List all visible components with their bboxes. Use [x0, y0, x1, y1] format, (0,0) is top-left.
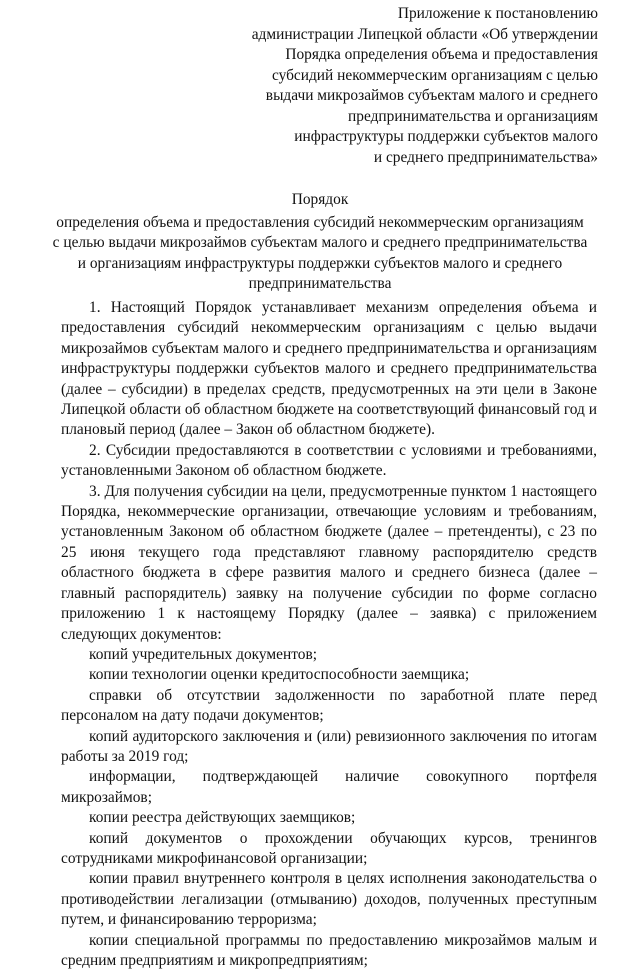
title-line: и организациям инфраструктуры поддержки субъектов малого и среднего [77, 254, 563, 272]
appendix-line: субсидий некоммерческим организациям с целью [271, 66, 598, 84]
appendix-line: администрации Липецкой области «Об утверждении [251, 25, 598, 43]
appendix-line: Порядка определения объема и предоставления [285, 46, 598, 63]
appendix-line: инфраструктуры поддержки субъектов малого [294, 128, 598, 145]
paragraph-3: 3. Для получения субсидии на цели, предусмотренные пунктом 1 настоящего Порядка, некоммерческие организации, отвечающие условиям и требованиям, установленным Законом об областном бюджете (далее – претенденты), с 23 по 25 июня текущего года представляют главному распорядителю средств областного бюджета в сфере развития малого и среднего бизнеса (далее – главный распорядитель) заявку на получение субсидии по форме согласно приложению 1 к настоящему Порядку (далее – заявка) с приложением следующих документов: [61, 482, 597, 643]
document-body [61, 298, 597, 971]
document-list-item: информации, подтверждающей наличие совокупного портфеля микрозаймов; [61, 768, 597, 806]
appendix-line: выдачи микрозаймов субъектам малого и среднего [265, 87, 598, 104]
document-list-item: копий документов о прохождении обучающих курсов, тренингов сотрудниками микрофинансовой организации; [61, 829, 597, 867]
document-list-item: копий аудиторского заключения и (или) ревизионного заключения по итогам работы за 2019 год; [61, 727, 597, 765]
document-list-item: копии реестра действующих заемщиков; [89, 809, 356, 827]
paragraph-2: 2. Субсидии предоставляются в соответствии с условиями и требованиями, установленными Законом об областном бюджете. [61, 441, 597, 480]
document-list-item: копий учредительных документов; [89, 645, 317, 663]
appendix-header [238, 4, 598, 168]
title-heading: Порядок [291, 191, 349, 208]
title-line: с целью выдачи микрозаймов субъектам малого и среднего предпринимательства [52, 234, 588, 251]
appendix-line: и среднего предпринимательства» [373, 148, 598, 166]
document-title [40, 190, 600, 295]
document-list-item: копии правил внутреннего контроля в целях исполнения законодательства о противодействии легализации (отмыванию) доходов, полученных преступным путем, и финансированию терроризма; [61, 870, 597, 929]
appendix-line: предпринимательства и организациям [348, 107, 598, 125]
title-line: определения объема и предоставления субсидий некоммерческим организациям [56, 213, 584, 231]
appendix-line: Приложение к постановлению [397, 5, 598, 22]
document-list-item: копии технологии оценки кредитоспособности заемщика; [89, 666, 470, 684]
document-list-item: копии специальной программы по предоставлению микрозаймов малым и средним предприятиям и микропредприятиям; [61, 931, 597, 969]
document-list-item: справки об отсутствии задолженности по заработной плате перед персоналом на дату подачи документов; [61, 686, 597, 725]
paragraph-1: 1. Настоящий Порядок устанавливает механизм определения объема и предоставления субсидий некоммерческим организациям с целью выдачи микрозаймов субъектам малого и среднего предпринимательства и организациям инфраструктуры поддержки субъектов малого и среднего предпринимательства (далее – субсидии) в пределах средств, предусмотренных на эти цели в Законе Липецкой области об областном бюджете на соответствующий финансовый год и плановый период (далее – Закон об областном бюджете). [61, 299, 597, 439]
title-line: предпринимательства [248, 275, 392, 292]
